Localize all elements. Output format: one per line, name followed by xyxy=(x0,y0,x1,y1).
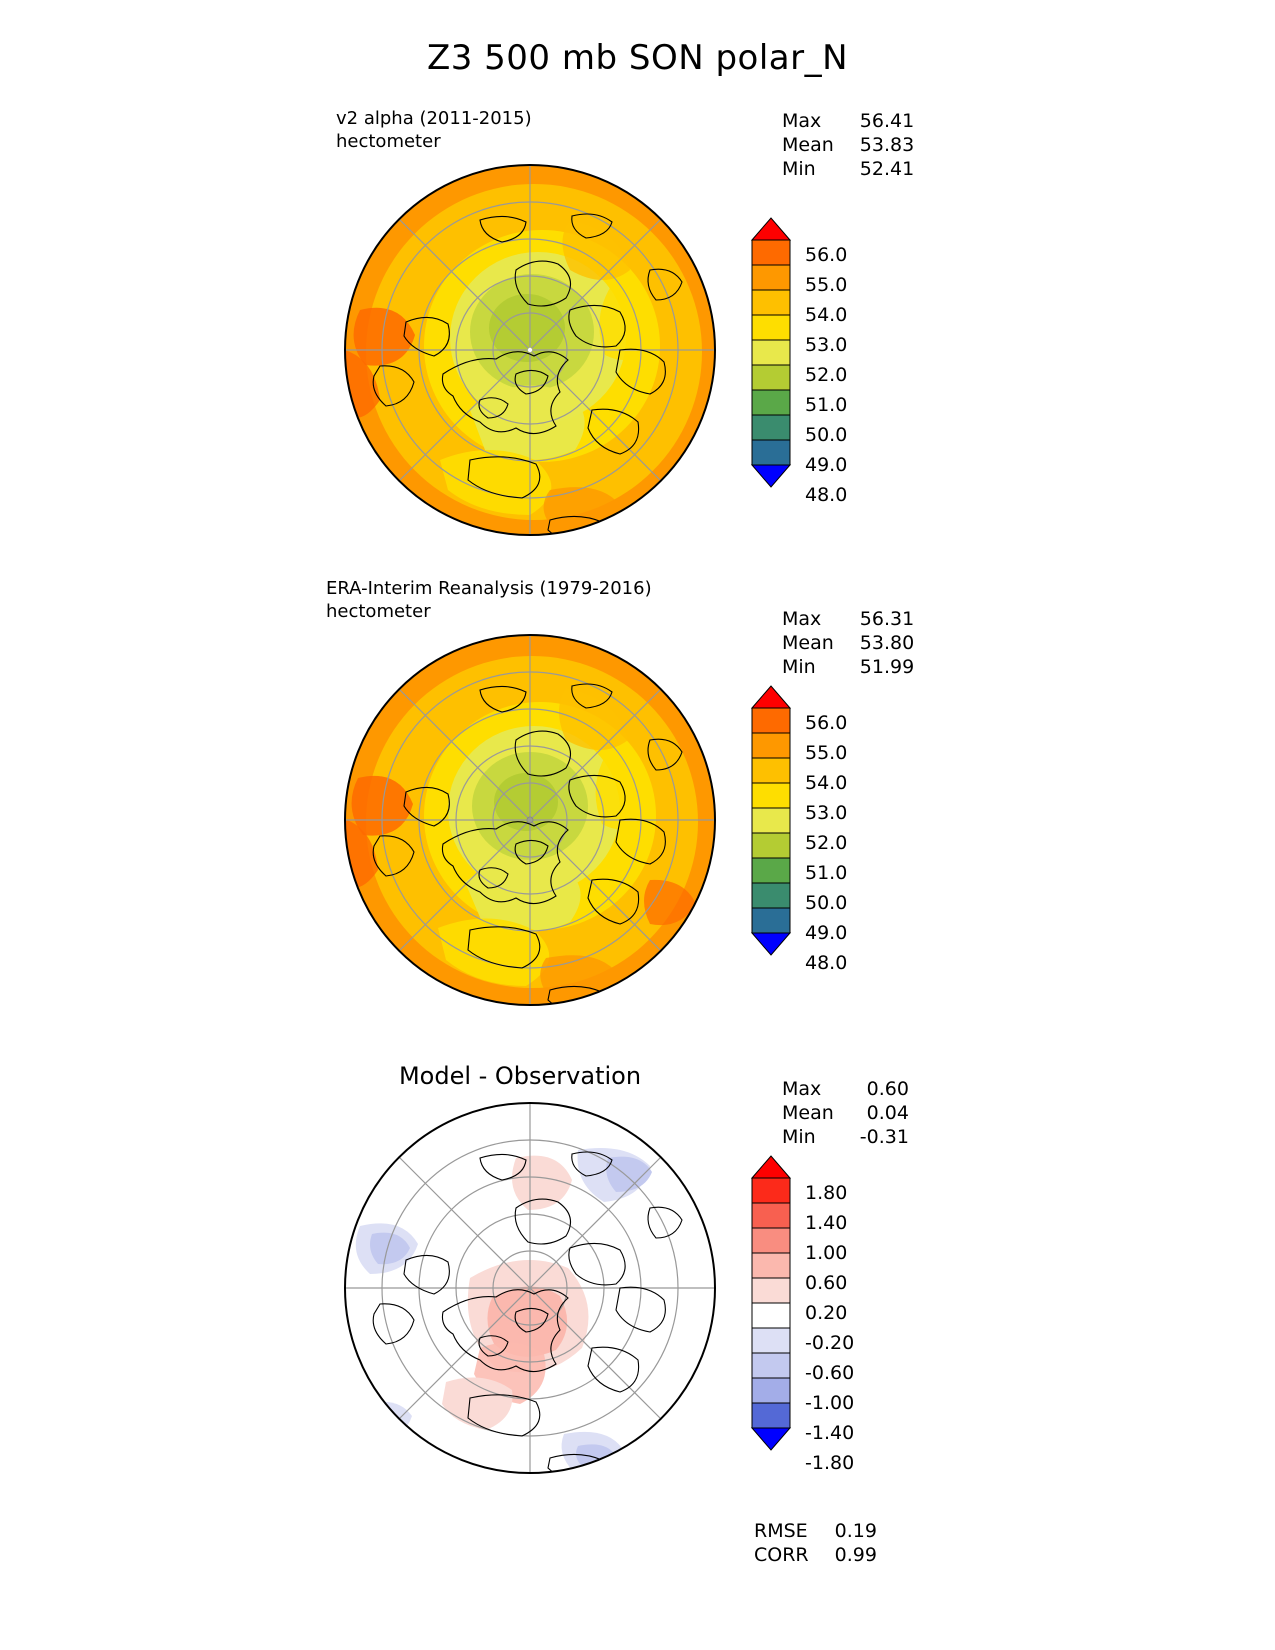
panel-2-cbar-label-0: 56.0 xyxy=(805,712,848,734)
panel-3-stats xyxy=(782,1078,909,1150)
panel-1-stat-value-max: 56.41 xyxy=(859,110,915,132)
panel-3-cbar-label-4: 0.20 xyxy=(805,1302,848,1324)
panel-1-stat-label-mean: Mean xyxy=(782,134,834,156)
panel-3-title: Model - Observation xyxy=(398,1062,642,1090)
panel-1-cbar-label-6: 50.0 xyxy=(805,424,848,446)
panel-2-map xyxy=(320,630,740,1030)
panel-2-cbar-label-7: 49.0 xyxy=(805,922,848,944)
panel-1-cbar-label-2: 54.0 xyxy=(805,304,848,326)
panel-1-title: v2 alpha (2011-2015) xyxy=(336,108,532,129)
panel-2-cbar-label-4: 52.0 xyxy=(805,832,848,854)
panel-2-colorbar-swatches xyxy=(748,686,798,961)
panel-3-cbar-label-8: -1.40 xyxy=(805,1422,855,1444)
panel-3-cbar-label-0: 1.80 xyxy=(805,1182,848,1204)
panel-3-cbar-label-5: -0.20 xyxy=(805,1332,855,1354)
panel-3-cbar-label-7: -1.00 xyxy=(805,1392,855,1414)
panel-2-colorbar xyxy=(748,686,798,961)
panel-3-stat-label-max: Max xyxy=(782,1078,822,1100)
panel-3-stat-label-mean: Mean xyxy=(782,1102,834,1124)
panel-1-cbar-label-7: 49.0 xyxy=(805,454,848,476)
panel-3-stat-value-max: 0.60 xyxy=(866,1078,909,1100)
panel-2-units: hectometer xyxy=(326,601,431,622)
panel-2-title: ERA-Interim Reanalysis (1979-2016) xyxy=(326,578,652,599)
panel-2-cbar-label-1: 55.0 xyxy=(805,742,848,764)
panel-1-units: hectometer xyxy=(336,131,441,152)
panel-3-cbar-label-1: 1.40 xyxy=(805,1212,848,1234)
panel-3-stat-value-mean: 0.04 xyxy=(866,1102,909,1124)
panel-1-cbar-label-1: 55.0 xyxy=(805,274,848,296)
panel-3-colorbar-swatches xyxy=(748,1156,798,1456)
panel-2-stat-value-min: 51.99 xyxy=(859,656,915,678)
panel-1-colorbar-swatches xyxy=(748,218,798,493)
panel-3-map xyxy=(320,1098,740,1498)
panel-1-stats xyxy=(782,110,914,182)
panel-2-cbar-label-5: 51.0 xyxy=(805,862,848,884)
panel-2-stat-label-mean: Mean xyxy=(782,632,834,654)
panel-2-stat-label-min: Min xyxy=(782,656,816,678)
panel-3-metric-value-corr: 0.99 xyxy=(834,1544,877,1566)
panel-3-metric-label-rmse: RMSE xyxy=(754,1520,808,1542)
panel-3-metric-value-rmse: 0.19 xyxy=(834,1520,877,1542)
panel-1-cbar-label-3: 53.0 xyxy=(805,334,848,356)
panel-3-cbar-label-6: -0.60 xyxy=(805,1362,855,1384)
panel-2-stat-label-max: Max xyxy=(782,608,822,630)
panel-3-metrics xyxy=(754,1520,877,1568)
panel-2-stats xyxy=(782,608,914,680)
panel-1-map xyxy=(320,160,740,560)
panel-3-metric-label-corr: CORR xyxy=(754,1544,809,1566)
panel-3-colorbar-labels xyxy=(805,1178,854,1478)
panel-1-cbar-label-8: 48.0 xyxy=(805,484,848,506)
panel-2-colorbar-labels xyxy=(805,708,847,978)
panel-1-stat-value-mean: 53.83 xyxy=(859,134,915,156)
panel-1-stat-value-min: 52.41 xyxy=(859,158,915,180)
panel-3-colorbar xyxy=(748,1156,798,1456)
panel-2-stat-value-max: 56.31 xyxy=(859,608,915,630)
panel-1-cbar-label-5: 51.0 xyxy=(805,394,848,416)
panel-2-cbar-label-8: 48.0 xyxy=(805,952,848,974)
panel-1-colorbar xyxy=(748,218,798,493)
panel-3-cbar-label-2: 1.00 xyxy=(805,1242,848,1264)
panel-2-cbar-label-2: 54.0 xyxy=(805,772,848,794)
panel-3-cbar-label-9: -1.80 xyxy=(805,1452,855,1474)
panel-1-cbar-label-4: 52.0 xyxy=(805,364,848,386)
panel-2-cbar-label-3: 53.0 xyxy=(805,802,848,824)
panel-3-stat-value-min: -0.31 xyxy=(859,1126,909,1148)
panel-1-stat-label-max: Max xyxy=(782,110,822,132)
panel-1-cbar-label-0: 56.0 xyxy=(805,244,848,266)
panel-2-cbar-label-6: 50.0 xyxy=(805,892,848,914)
panel-1-stat-label-min: Min xyxy=(782,158,816,180)
panel-2-stat-value-mean: 53.80 xyxy=(859,632,915,654)
panel-3-stat-label-min: Min xyxy=(782,1126,816,1148)
panel-1-colorbar-labels xyxy=(805,240,847,510)
panel-3-cbar-label-3: 0.60 xyxy=(805,1272,848,1294)
figure-title: Z3 500 mb SON polar_N xyxy=(426,38,849,78)
